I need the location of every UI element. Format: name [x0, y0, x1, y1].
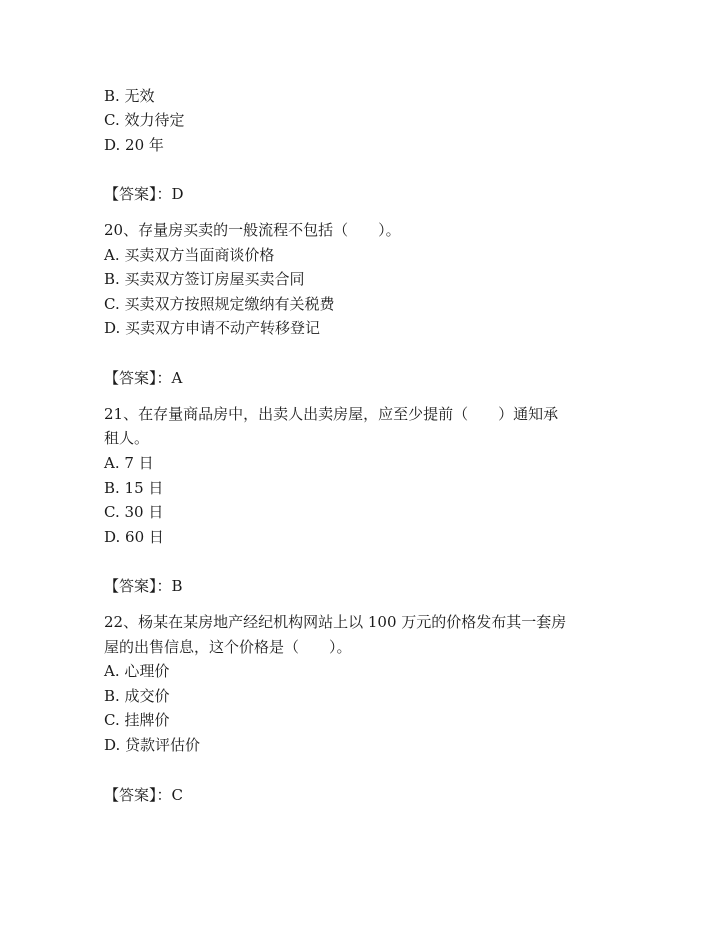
q21-option-c: C. 30 日: [104, 503, 164, 521]
q20-option-b: B. 买卖双方签订房屋买卖合同: [104, 270, 305, 288]
prev-answer: 【答案】：D: [104, 185, 184, 203]
prev-option-c: C. 效力待定: [104, 111, 185, 129]
q21-option-d: D. 60 日: [104, 528, 164, 546]
q22-option-c: C. 挂牌价: [104, 711, 170, 729]
prev-option-b: B. 无效: [104, 87, 155, 105]
q22-option-a: A. 心理价: [104, 662, 170, 680]
q22-option-b: B. 成交价: [104, 687, 170, 705]
q20-option-a: A. 买卖双方当面商谈价格: [104, 246, 275, 264]
q20-answer: 【答案】：A: [104, 369, 183, 387]
q20-stem: 20、存量房买卖的一般流程不包括（ ）。: [104, 221, 401, 239]
q21-stem-line2: 租人。: [104, 429, 150, 447]
q21-option-a: A. 7 日: [104, 454, 154, 472]
q20-option-d: D. 买卖双方申请不动产转移登记: [104, 319, 321, 337]
prev-option-d: D. 20 年: [104, 136, 164, 154]
q21-option-b: B. 15 日: [104, 479, 164, 497]
q22-option-d: D. 贷款评估价: [104, 736, 201, 754]
q21-answer: 【答案】：B: [104, 577, 183, 595]
q21-stem-line1: 21、在存量商品房中，出卖人出卖房屋，应至少提前（ ）通知承: [104, 405, 559, 423]
q22-stem-line2: 屋的出售信息，这个价格是（ ）。: [104, 638, 352, 656]
q22-answer: 【答案】：C: [104, 786, 183, 804]
q22-stem-line1: 22、杨某在某房地产经纪机构网站上以 100 万元的价格发布其一套房: [104, 613, 567, 631]
q20-option-c: C. 买卖双方按照规定缴纳有关税费: [104, 295, 335, 313]
